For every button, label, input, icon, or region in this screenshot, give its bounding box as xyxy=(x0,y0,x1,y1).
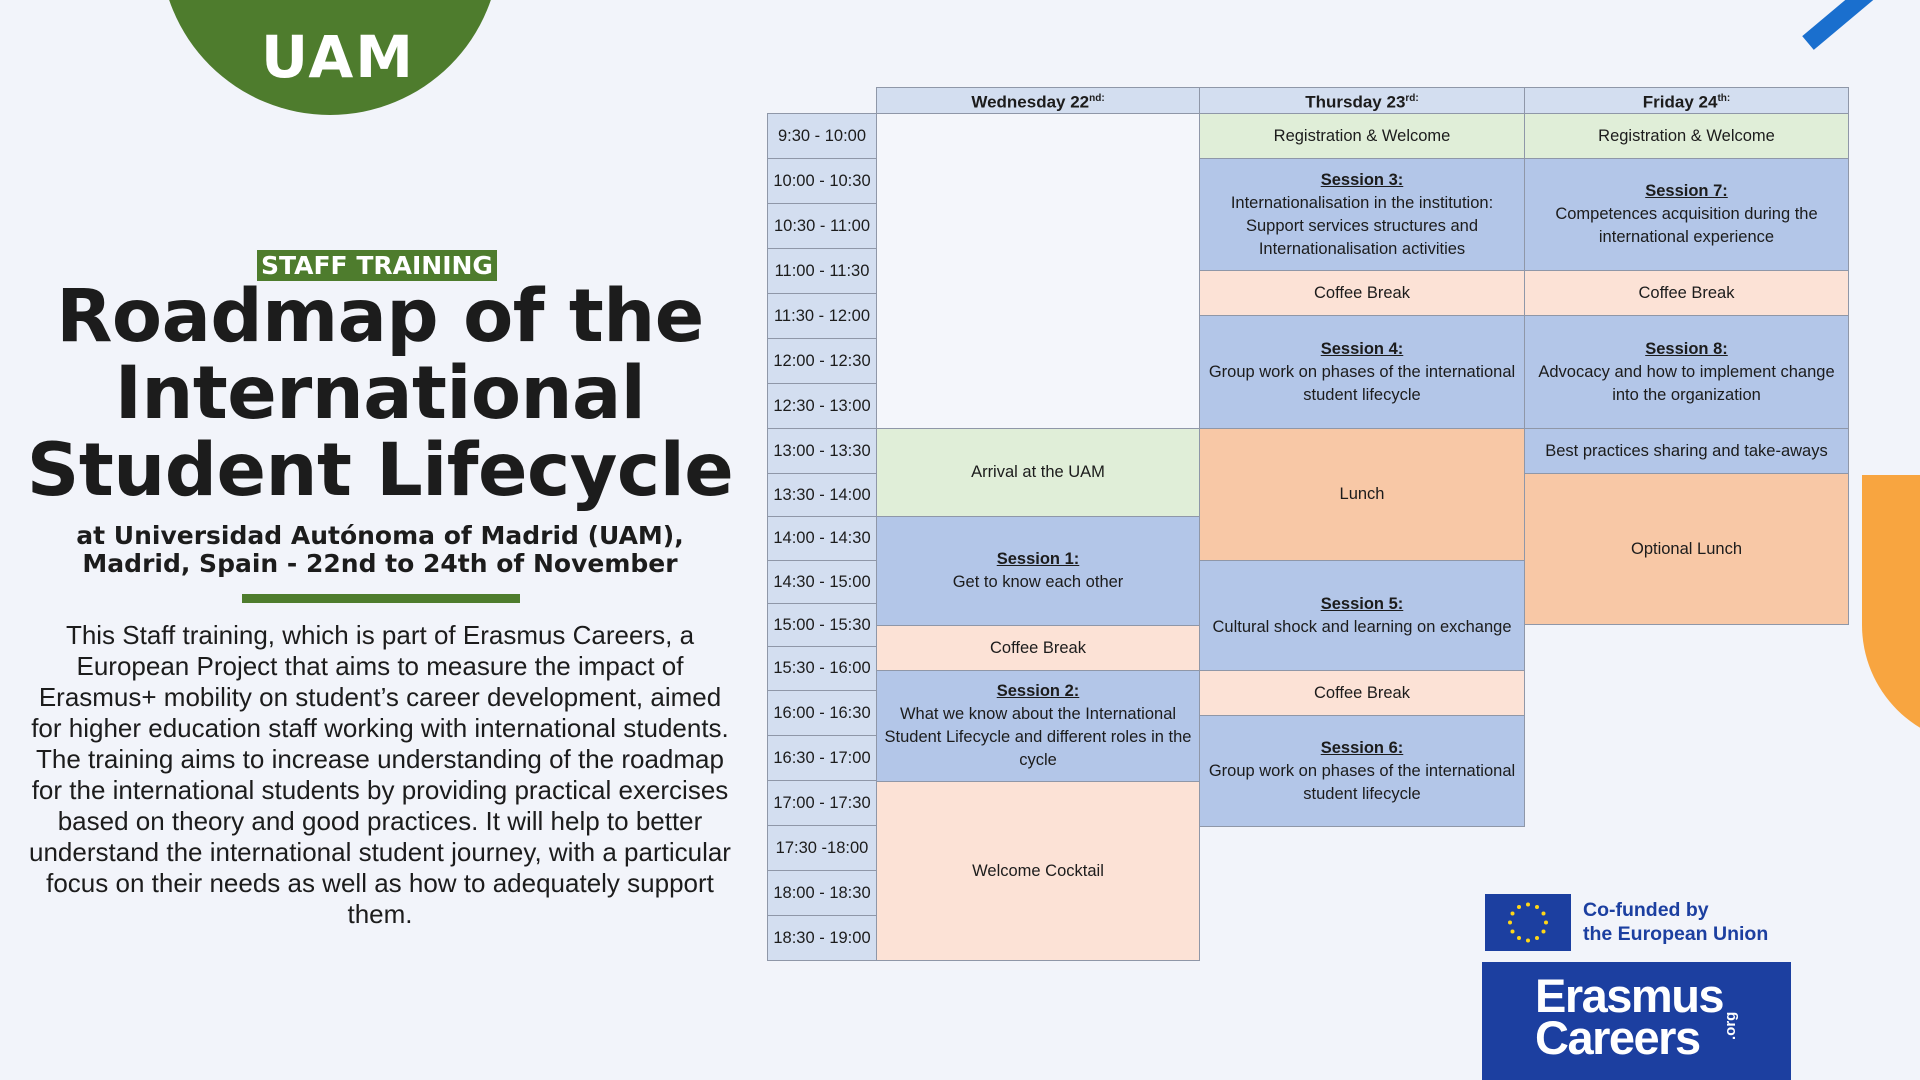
time-slot: 18:30 - 19:00 xyxy=(767,915,877,961)
session-3-text: Internationalisation in the institution: Support services structures and Internationalisation activities xyxy=(1230,193,1494,258)
thursday-lunch: Lunch xyxy=(1199,428,1525,561)
friday-optional-lunch: Optional Lunch xyxy=(1524,473,1849,625)
time-slot: 16:00 - 16:30 xyxy=(767,690,877,736)
wednesday-welcome-cocktail: Welcome Cocktail xyxy=(876,781,1200,961)
eu-flag-icon xyxy=(1485,894,1571,951)
session-7-text: Competences acquisition during the international experience xyxy=(1555,205,1818,246)
time-slot: 14:30 - 15:00 xyxy=(767,560,877,604)
header-thursday-label: Thursday 23 xyxy=(1305,92,1406,112)
session-6-text: Group work on phases of the international student lifecycle xyxy=(1208,761,1516,803)
time-slot: 13:30 - 14:00 xyxy=(767,473,877,517)
erasmus-line-2: Careers xyxy=(1535,1011,1700,1064)
staff-training-badge: STAFF TRAINING xyxy=(257,250,497,281)
header-friday-label: Friday 24 xyxy=(1642,92,1718,112)
eu-line-2: the European Union xyxy=(1583,923,1769,945)
friday-registration: Registration & Welcome xyxy=(1524,113,1849,159)
title-line-2: International xyxy=(114,351,646,436)
header-friday-suffix: th: xyxy=(1717,93,1731,105)
time-slot: 17:30 -18:00 xyxy=(767,825,877,871)
time-slot: 10:00 - 10:30 xyxy=(767,158,877,204)
thursday-session-6 xyxy=(1199,715,1525,827)
time-slot: 9:30 - 10:00 xyxy=(767,113,877,159)
friday-coffee-break: Coffee Break xyxy=(1524,270,1849,316)
session-8-text: Advocacy and how to implement change into the organization xyxy=(1538,362,1835,404)
friday-best-practices: Best practices sharing and take-aways xyxy=(1524,428,1849,474)
title-line-3: Student Lifecycle xyxy=(26,428,734,513)
wednesday-session-1 xyxy=(876,516,1200,626)
thursday-session-4 xyxy=(1199,315,1525,429)
time-slot: 11:30 - 12:00 xyxy=(767,293,877,339)
session-4-title: Session 4: xyxy=(1320,339,1404,358)
title-line-1: Roadmap of the xyxy=(56,274,704,359)
session-4-text: Group work on phases of the international student lifecycle xyxy=(1208,362,1516,404)
time-slot: 16:30 - 17:00 xyxy=(767,735,877,781)
time-slot: 15:30 - 16:00 xyxy=(767,646,877,691)
friday-session-8 xyxy=(1524,315,1849,429)
uam-logo: UAM xyxy=(261,23,415,91)
wednesday-arrival: Arrival at the UAM xyxy=(876,428,1200,517)
header-thursday xyxy=(1199,87,1525,114)
orange-shape-decoration xyxy=(1862,475,1920,745)
time-slot: 14:00 - 14:30 xyxy=(767,516,877,561)
subtitle-line-1: at Universidad Autónoma of Madrid (UAM), xyxy=(76,521,684,550)
wednesday-empty-morning xyxy=(876,113,1200,429)
session-5-text: Cultural shock and learning on exchange xyxy=(1212,617,1512,636)
eu-line-1: Co-funded by xyxy=(1583,899,1709,921)
eu-cofunded-label xyxy=(1583,898,1813,946)
session-5-title: Session 5: xyxy=(1320,594,1404,613)
erasmus-line-1: Erasmus xyxy=(1535,969,1724,1022)
header-wednesday-label: Wednesday 22 xyxy=(971,92,1090,112)
time-slot: 13:00 - 13:30 xyxy=(767,428,877,474)
session-6-title: Session 6: xyxy=(1320,738,1404,757)
session-2-text: What we know about the International Student Lifecycle and different roles in the cycle xyxy=(884,705,1192,769)
session-8-title: Session 8: xyxy=(1645,339,1728,358)
session-1-title: Session 1: xyxy=(996,550,1080,568)
header-friday xyxy=(1524,87,1849,114)
thursday-coffee-break-afternoon: Coffee Break xyxy=(1199,670,1525,716)
session-3-title: Session 3: xyxy=(1320,170,1404,189)
event-subtitle xyxy=(30,522,730,578)
time-slot: 17:00 - 17:30 xyxy=(767,780,877,826)
time-slot: 10:30 - 11:00 xyxy=(767,203,877,249)
erasmus-careers-wordmark xyxy=(1535,969,1724,1064)
time-slot: 11:00 - 11:30 xyxy=(767,248,877,294)
wednesday-session-2 xyxy=(876,670,1200,782)
friday-session-7 xyxy=(1524,158,1849,271)
time-slot: 12:30 - 13:00 xyxy=(767,383,877,429)
time-slot: 15:00 - 15:30 xyxy=(767,603,877,647)
session-7-title: Session 7: xyxy=(1645,182,1728,200)
event-description: This Staff training, which is part of Erasmus Careers, a European Project that aims to measure the impact of Erasmus+ mobility on student’s career development, aimed for higher education staff working with international students. The training aims to increase understanding of the roadmap for the international students by providing practical exercises based on theory and good practices. It will help to better understand the international student journey, with a particular focus on their needs as well as how to adequately support them. xyxy=(29,620,731,929)
time-slot: 12:00 - 12:30 xyxy=(767,338,877,384)
time-slot: 18:00 - 18:30 xyxy=(767,870,877,916)
divider xyxy=(242,594,520,603)
erasmus-org-label: .org xyxy=(1722,1011,1739,1040)
thursday-registration: Registration & Welcome xyxy=(1199,113,1525,159)
page-title xyxy=(20,274,740,513)
header-thursday-suffix: rd: xyxy=(1405,93,1419,105)
thursday-coffee-break-morning: Coffee Break xyxy=(1199,270,1525,316)
wednesday-coffee-break: Coffee Break xyxy=(876,625,1200,671)
session-2-title: Session 2: xyxy=(996,682,1080,700)
thursday-session-3 xyxy=(1199,158,1525,271)
subtitle-line-2: Madrid, Spain - 22nd to 24th of November xyxy=(82,549,678,578)
blue-stripe-decoration xyxy=(1802,0,1920,50)
header-wednesday-suffix: nd: xyxy=(1089,93,1105,105)
thursday-session-5 xyxy=(1199,560,1525,671)
session-1-text: Get to know each other xyxy=(952,573,1124,591)
header-wednesday xyxy=(876,87,1200,114)
